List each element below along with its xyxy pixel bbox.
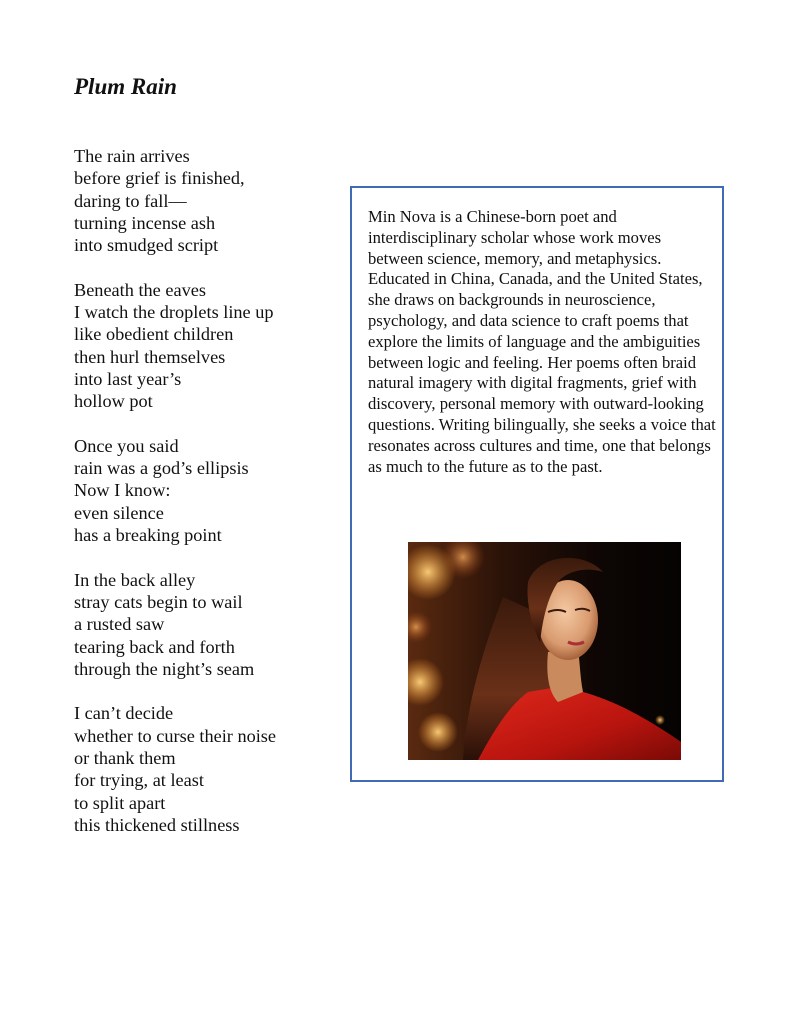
- poem-body: [74, 145, 334, 836]
- poem-line: or thank them: [74, 748, 176, 769]
- poem-line: stray cats begin to wail: [74, 591, 243, 612]
- poem-line: into smudged script: [74, 235, 219, 256]
- poem-line: I can’t decide: [74, 703, 174, 724]
- poem-line: tearing back and forth: [74, 636, 235, 657]
- poem-line: this thickened stillness: [74, 814, 240, 835]
- poem-line: Beneath the eaves: [74, 279, 206, 300]
- poem-line: has a breaking point: [74, 525, 222, 546]
- poem-line: through the night’s seam: [74, 658, 255, 679]
- poem-line: even silence: [74, 502, 164, 523]
- poem-line: Now I know:: [74, 480, 171, 501]
- poem-line: then hurl themselves: [74, 346, 226, 367]
- poem-stanza: [74, 435, 334, 546]
- poem-line: a rusted saw: [74, 614, 165, 635]
- poem-stanza: [74, 279, 334, 413]
- poem-line: before grief is finished,: [74, 168, 245, 189]
- poem-line: like obedient children: [74, 324, 234, 345]
- poem-line: The rain arrives: [74, 146, 190, 166]
- poem-stanza: [74, 145, 334, 256]
- poem-line: to split apart: [74, 792, 166, 813]
- poem-line: daring to fall—: [74, 190, 187, 211]
- poem-stanza: [74, 702, 334, 836]
- poem-line: whether to curse their noise: [74, 725, 277, 746]
- poem-line: turning incense ash: [74, 212, 216, 233]
- poem-line: hollow pot: [74, 391, 153, 412]
- poem-line: Once you said: [74, 435, 179, 456]
- poem-line: In the back alley: [74, 569, 196, 590]
- author-bio-text: Min Nova is a Chinese-born poet and interdisciplinary scholar whose work moves between science, memory, and metaphysics. Educated in China, Canada, and the United States, she draws on backgrounds in neuroscience, psychology, and data science to craft poems that explore the limits of language and the ambiguities between logic and feeling. Her poems often braid natural imagery with digital fragments, grief with discovery, personal memory with outward-looking questions. Writing bilingually, she seeks a voice that resonates across cultures and time, one that belongs as much to the future as to the past.: [368, 207, 716, 476]
- author-photo: [408, 542, 681, 760]
- poem-line: for trying, at least: [74, 770, 204, 791]
- author-bio-box: [350, 186, 724, 782]
- poem-line: I watch the droplets line up: [74, 302, 274, 323]
- poem-stanza: [74, 569, 334, 680]
- poem-title: Plum Rain: [74, 74, 177, 99]
- poem-line: rain was a god’s ellipsis: [74, 458, 249, 479]
- poem-line: into last year’s: [74, 368, 182, 389]
